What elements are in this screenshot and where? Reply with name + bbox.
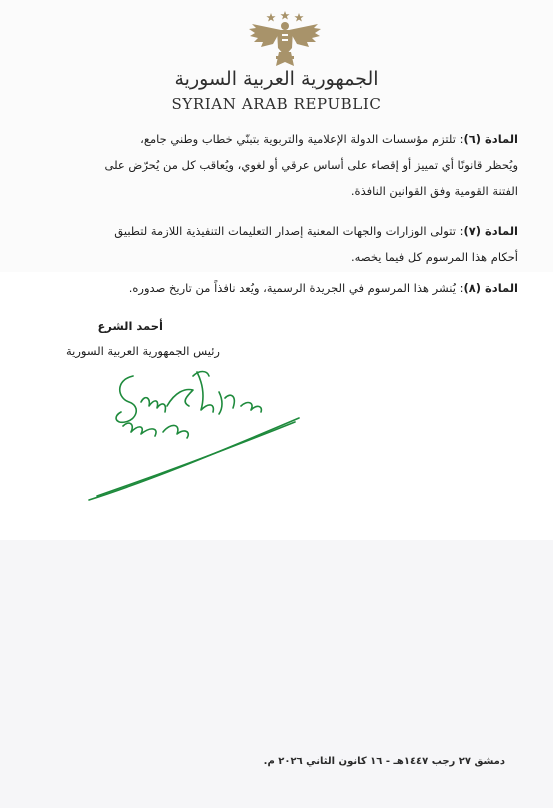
article-8-line-1 <box>28 275 518 301</box>
signer-name: أحمد الشرع <box>97 319 163 333</box>
article-7 <box>28 218 518 270</box>
article-7-label: المادة (٧) <box>463 224 518 238</box>
article-6-label: المادة (٦) <box>463 132 518 146</box>
signer-title: رئيس الجمهورية العربية السورية <box>65 344 220 358</box>
article-7-line-2: أحكام هذا المرسوم كل فيما يخصه. <box>351 250 518 264</box>
english-country-title: SYRIAN ARAB REPUBLIC <box>171 95 382 113</box>
article-6-line-3: الفتنة القومية وفق القوانين النافذة. <box>350 184 518 198</box>
article-6-line-2: ويُحظر قانونًا أي تمييز أو إقصاء على أساس عرقي أو لغوي، ويُعاقب كل من يُحرّض على <box>104 158 518 172</box>
article-7-text-1: : تتولى الوزارات والجهات المعنية إصدار التعليمات التنفيذية اللازمة لتطبيق <box>114 224 464 238</box>
article-6-text-1: : تلتزم مؤسسات الدولة الإعلامية والتربوية بتبنّي خطاب وطني جامع، <box>140 132 464 146</box>
arabic-country-title: الجمهورية العربية السورية <box>174 68 379 90</box>
article-8-label: المادة (٨) <box>463 281 518 295</box>
article-8 <box>28 275 518 301</box>
footer-date-line: دمشق ٢٧ رجب ١٤٤٧هـ - ١٦ كانون الثاني ٢٠٢٦ م. <box>263 756 505 767</box>
article-6 <box>28 126 518 204</box>
article-8-text-1: : يُنشر هذا المرسوم في الجريدة الرسمية، ويُعد نافذاً من تاريخ صدوره. <box>128 281 464 295</box>
article-6-line-1 <box>28 126 518 152</box>
article-7-line-1 <box>28 218 518 244</box>
page-bottom-band <box>0 540 553 808</box>
handwritten-signature-icon <box>85 362 305 507</box>
eagle-emblem-icon <box>246 10 324 72</box>
